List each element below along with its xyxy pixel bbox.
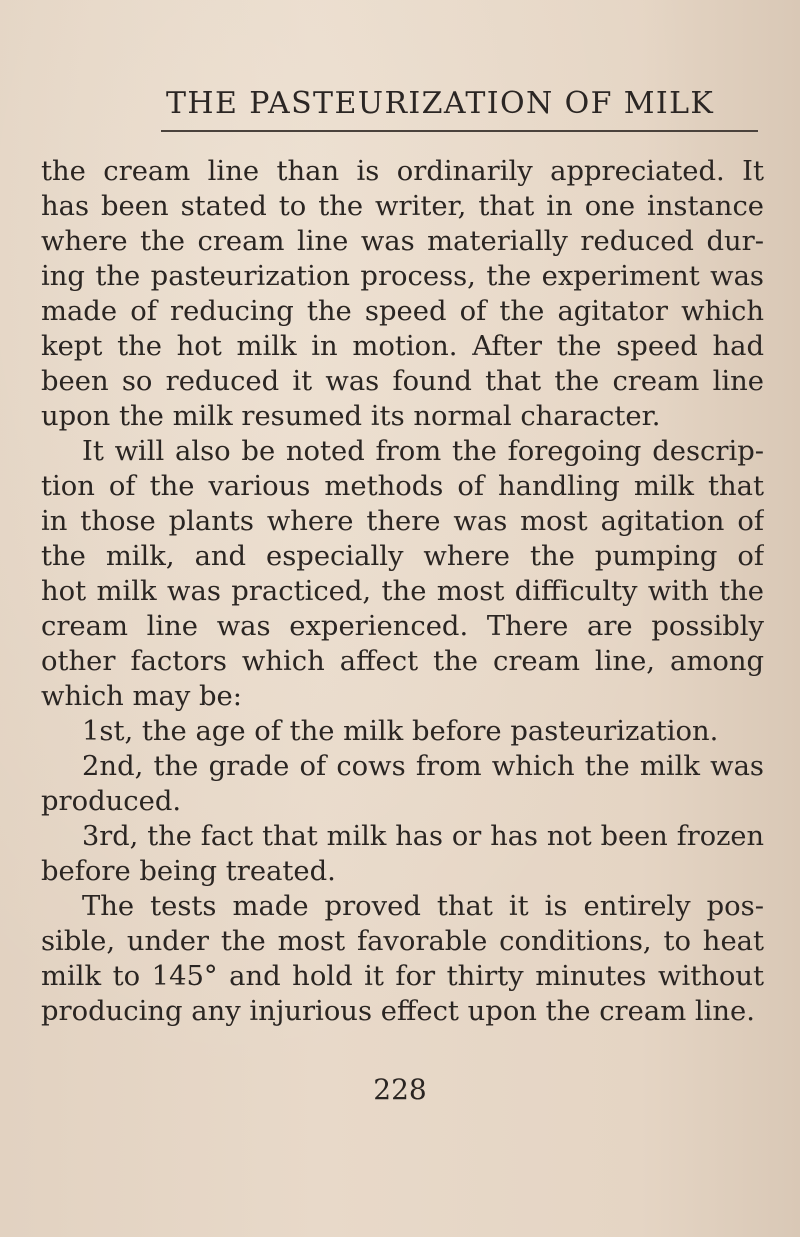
text-line: The tests made proved that it is entirely pos- bbox=[82, 891, 764, 922]
text-line: It will also be noted from the foregoing descrip- bbox=[82, 436, 764, 467]
text-line: 3rd, the fact that milk has or has not been frozen bbox=[82, 821, 764, 852]
page-number: 228 bbox=[373, 1073, 427, 1106]
text-line: before being treated. bbox=[41, 856, 336, 887]
text-line: has been stated to the writer, that in one instance bbox=[41, 191, 764, 222]
text-line: the cream line than is ordinarily appreciated. It bbox=[41, 156, 764, 187]
text-line: the milk, and especially where the pumping of bbox=[41, 541, 764, 572]
text-line: upon the milk resumed its normal character. bbox=[41, 401, 661, 432]
text-line: cream line was experienced. There are possibly bbox=[41, 611, 764, 642]
running-head: THE PASTEURIZATION OF MILK bbox=[166, 86, 715, 121]
text-line: other factors which affect the cream line, among bbox=[41, 646, 764, 677]
text-line: made of reducing the speed of the agitator which bbox=[41, 296, 764, 327]
text-line: kept the hot milk in motion. After the speed had bbox=[41, 331, 764, 362]
header-rule bbox=[161, 130, 758, 132]
text-line: been so reduced it was found that the cream line bbox=[41, 366, 764, 397]
body-text bbox=[41, 154, 764, 1029]
text-line: milk to 145° and hold it for thirty minutes without bbox=[41, 961, 764, 992]
text-line: produced. bbox=[41, 786, 182, 817]
text-line: 1st, the age of the milk before pasteurization. bbox=[82, 716, 719, 747]
text-line: sible, under the most favorable conditions, to heat bbox=[41, 926, 764, 957]
text-line: producing any injurious effect upon the cream line. bbox=[41, 996, 755, 1027]
text-line: where the cream line was materially reduced dur- bbox=[41, 226, 764, 257]
text-line: hot milk was practiced, the most difficulty with the bbox=[41, 576, 764, 607]
text-line: which may be: bbox=[41, 681, 242, 712]
text-line: ing the pasteurization process, the experiment was bbox=[41, 261, 764, 292]
text-line: in those plants where there was most agitation of bbox=[41, 506, 764, 537]
text-line: tion of the various methods of handling milk that bbox=[41, 471, 764, 502]
text-line: 2nd, the grade of cows from which the milk was bbox=[82, 751, 764, 782]
